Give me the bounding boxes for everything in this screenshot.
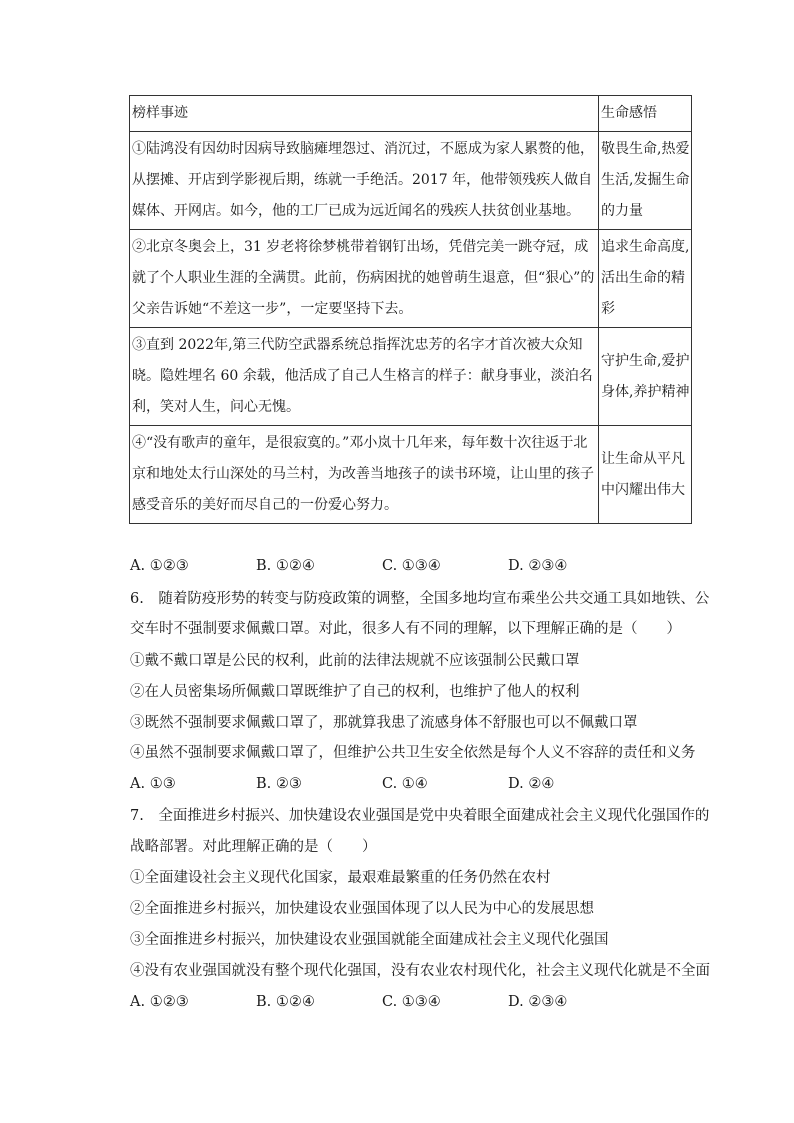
q7-item: ④没有农业强国就没有整个现代化强国，没有农业农村现代化，社会主义现代化就是不全面 (130, 963, 710, 979)
q7-stem: 7. 全面推进乡村振兴、加快建设农业强国是党中央着眼全面建成社会主义现代化强国作的 (130, 808, 710, 824)
option-b[interactable]: B. ①②④ (256, 994, 315, 1010)
option-c[interactable]: C. ①③④ (382, 994, 441, 1010)
q6-item: ③既然不强制要求佩戴口罩了，那就算我患了流感身体不舒服也可以不佩戴口罩 (130, 715, 638, 731)
q6-item: ②在人员密集场所佩戴口罩既维护了自己的权利，也维护了他人的权利 (130, 684, 580, 700)
table-header-insights: 生命感悟 (599, 96, 692, 132)
option-a[interactable]: A. ①②③ (130, 558, 189, 574)
option-a[interactable]: A. ①②③ (130, 994, 189, 1010)
deed-cell: ④“没有歌声的童年，是很寂寞的。”邓小岚十几年来，每年数十次往返于北京和地处太行山深处的马兰村，为改善当地孩子的读书环境，让山里的孩子感受音乐的美好而尽自己的一份爱心努力。 (130, 426, 599, 524)
q7-item: ②全面推进乡村振兴，加快建设农业强国体现了以人民为中心的发展思想 (130, 901, 594, 917)
insight-cell: 让生命从平凡中闪耀出伟大 (599, 426, 692, 524)
insight-cell: 敬畏生命,热爱生活,发掘生命的力量 (599, 132, 692, 230)
role-model-table (129, 95, 692, 524)
option-a[interactable]: A. ①③ (130, 776, 176, 792)
insight-cell: 守护生命,爱护身体,养护精神 (599, 328, 692, 426)
table-header-row (130, 96, 692, 132)
q7-options (130, 992, 650, 1012)
table-row (130, 426, 692, 524)
deed-cell: ③直到 2022年,第三代防空武器系统总指挥沈忠芳的名字才首次被大众知晓。隐姓埋名 60 余载，他活成了自己人生格言的样子：献身事业，淡泊名利，笑对人生，问心无愧。 (130, 328, 599, 426)
q7-item: ③全面推进乡村振兴，加快建设农业强国就能全面建成社会主义现代化强国 (130, 932, 609, 948)
q6-item: ④虽然不强制要求佩戴口罩了，但维护公共卫生安全依然是每个人义不容辞的责任和义务 (130, 745, 696, 761)
option-d[interactable]: D. ②④ (508, 776, 555, 792)
deed-cell: ②北京冬奥会上，31 岁老将徐梦桃带着钢钉出场，凭借完美一跳夺冠，成就了个人职业生涯的全满贯。此前，伤病困扰的她曾萌生退意，但“狠心”的父亲告诉她“不差这一步”，一定要坚持下去。 (130, 230, 599, 328)
deed-cell: ①陆鸿没有因幼时因病导致脑瘫埋怨过、消沉过，不愿成为家人累赘的他，从摆摊、开店到学影视后期，练就一手绝活。2017 年，他带领残疾人做自媒体、开网店。如今，他的工厂已成为远近闻名的残疾人扶贫创业基地。 (130, 132, 599, 230)
option-d[interactable]: D. ②③④ (508, 558, 568, 574)
q7-stem: 战略部署。对此理解正确的是（ ） (130, 839, 377, 855)
option-b[interactable]: B. ①②④ (256, 558, 315, 574)
table-row (130, 132, 692, 230)
q6-options (130, 774, 650, 794)
table-row (130, 328, 692, 426)
insight-cell: 追求生命高度,活出生命的精彩 (599, 230, 692, 328)
q6-item: ①戴不戴口罩是公民的权利，此前的法律法规就不应该强制公民戴口罩 (130, 653, 580, 669)
option-c[interactable]: C. ①④ (382, 776, 428, 792)
q6-stem: 交车时不强制要求佩戴口罩。对此，很多人有不同的理解，以下理解正确的是（ ） (130, 621, 681, 637)
option-c[interactable]: C. ①③④ (382, 558, 441, 574)
option-b[interactable]: B. ②③ (256, 776, 302, 792)
table-header-deeds: 榜样事迹 (130, 96, 599, 132)
q6-stem: 6. 随着防疫形势的转变与防疫政策的调整，全国多地均宣布乘坐公共交通工具如地铁、公 (130, 591, 710, 607)
option-d[interactable]: D. ②③④ (508, 994, 568, 1010)
q7-item: ①全面建设社会主义现代化国家，最艰难最繁重的任务仍然在农村 (130, 870, 551, 886)
table-row (130, 230, 692, 328)
q5-options (130, 556, 650, 576)
